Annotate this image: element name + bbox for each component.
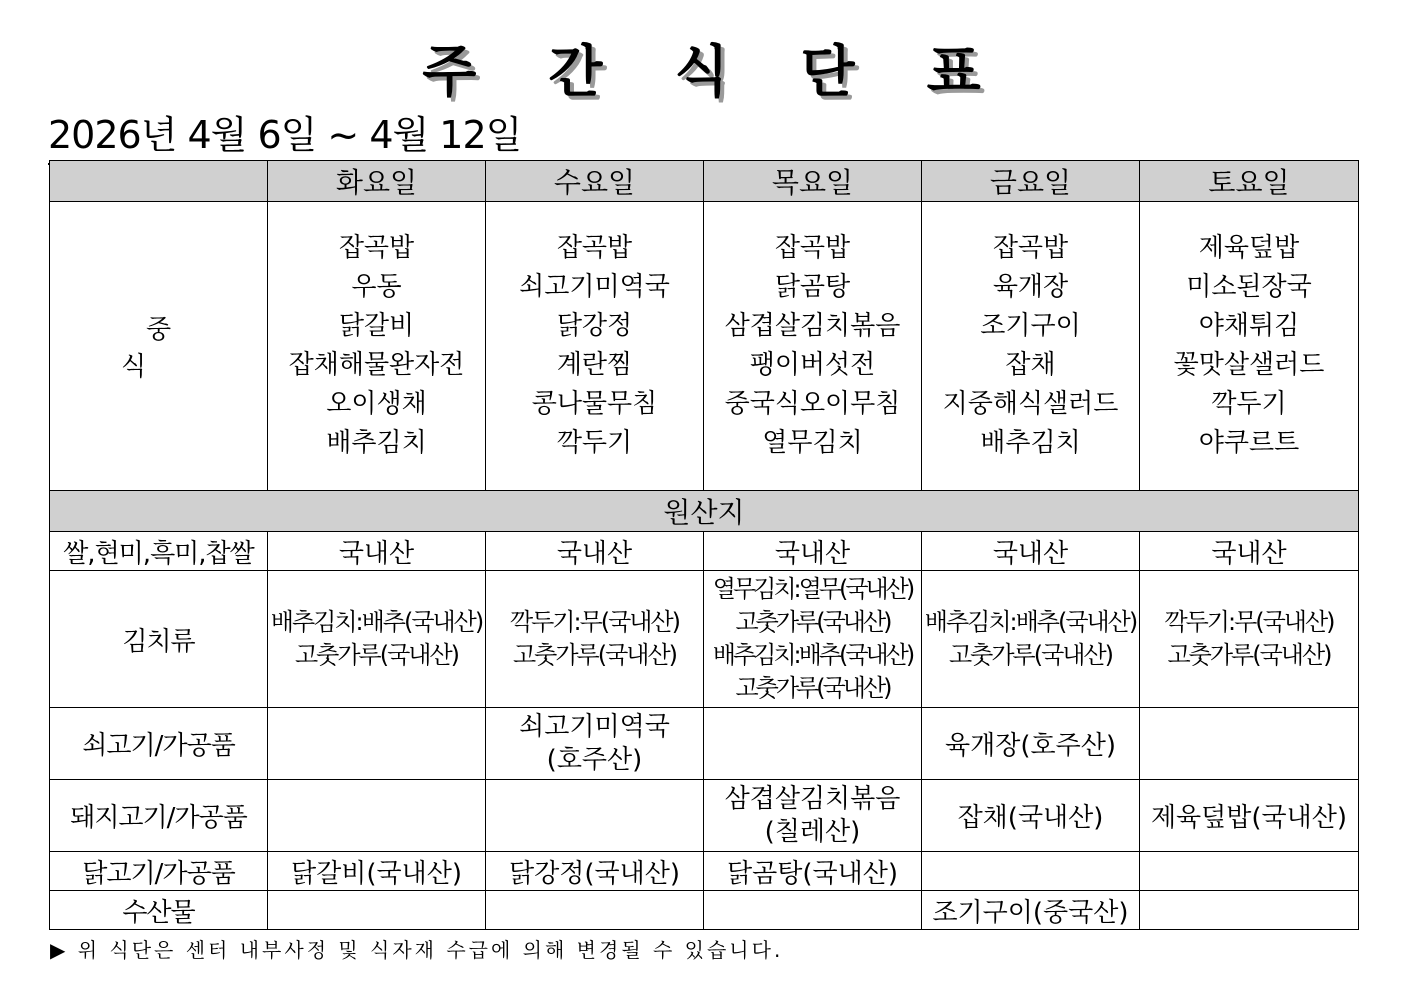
dish: 야쿠르트 bbox=[1198, 428, 1300, 458]
dish-list bbox=[704, 229, 921, 463]
origin-cell bbox=[486, 891, 704, 930]
origin-line: 삼겹살김치볶음 bbox=[724, 783, 901, 814]
origin-cell bbox=[1140, 852, 1359, 891]
title-char: 간 bbox=[548, 40, 603, 105]
dish: 꽃맛살샐러드 bbox=[1173, 350, 1325, 380]
dish: 잡채 bbox=[1005, 350, 1056, 380]
dish: 잡곡밥 bbox=[338, 233, 415, 263]
origin-cell bbox=[268, 571, 486, 708]
origin-line: 고춧가루(국내산) bbox=[512, 641, 676, 669]
menu-cell bbox=[704, 202, 922, 491]
title-char: 식 bbox=[674, 40, 729, 105]
lunch-label: 중 식 bbox=[50, 202, 268, 491]
lunch-row bbox=[50, 202, 1359, 491]
origin-line: 배추김치:배추(국내산) bbox=[924, 608, 1137, 636]
origin-cell bbox=[1140, 708, 1359, 780]
origin-cell: 조기구이(중국산) bbox=[922, 891, 1140, 930]
dish: 배추김치 bbox=[980, 428, 1081, 458]
origin-cell: 닭곰탕(국내산) bbox=[704, 852, 922, 891]
origin-row-label: 닭고기/가공품 bbox=[50, 852, 268, 891]
origin-header-row bbox=[50, 491, 1359, 532]
page-title bbox=[0, 28, 1403, 108]
origin-cell: 제육덮밥(국내산) bbox=[1140, 780, 1359, 852]
dish-list bbox=[486, 229, 703, 463]
origin-line: 고춧가루(국내산) bbox=[294, 641, 458, 669]
dish: 잡곡밥 bbox=[992, 233, 1069, 263]
origin-row-fish bbox=[50, 891, 1359, 930]
dish: 오이생채 bbox=[326, 389, 427, 419]
origin-cell: 닭갈비(국내산) bbox=[268, 852, 486, 891]
origin-line: 배추김치:배추(국내산) bbox=[270, 608, 483, 636]
day-header: 목요일 bbox=[704, 161, 922, 202]
origin-line: 열무김치:열무(국내산) bbox=[712, 575, 913, 603]
origin-row-label: 쌀,현미,흑미,찹쌀 bbox=[50, 532, 268, 571]
day-header: 토요일 bbox=[1140, 161, 1359, 202]
origin-row-kimchi bbox=[50, 571, 1359, 708]
origin-cell bbox=[268, 708, 486, 780]
dish: 닭갈비 bbox=[338, 311, 415, 341]
footnote: ▶ 위 식단은 센터 내부사정 및 식자재 수급에 의해 변경될 수 있습니다. bbox=[50, 938, 784, 962]
origin-cell: 국내산 bbox=[486, 532, 704, 571]
origin-cell bbox=[704, 708, 922, 780]
dish-list bbox=[922, 229, 1139, 463]
origin-cell bbox=[268, 891, 486, 930]
origin-row-pork bbox=[50, 780, 1359, 852]
dish: 쇠고기미역국 bbox=[519, 272, 670, 302]
day-header: 금요일 bbox=[922, 161, 1140, 202]
dish: 육개장 bbox=[992, 272, 1069, 302]
origin-line: 깍두기:무(국내산) bbox=[1164, 608, 1334, 636]
origin-row-beef bbox=[50, 708, 1359, 780]
dish: 콩나물무침 bbox=[531, 389, 658, 419]
dish: 계란찜 bbox=[556, 350, 633, 380]
menu-cell bbox=[486, 202, 704, 491]
dish: 제육덮밥 bbox=[1198, 233, 1300, 263]
origin-cell bbox=[1140, 571, 1359, 708]
title-char: 단 bbox=[800, 40, 855, 105]
dish: 깍두기 bbox=[1211, 389, 1287, 419]
title-char: 표 bbox=[926, 40, 981, 105]
dish: 깍두기 bbox=[556, 428, 633, 458]
origin-line: 고춧가루(국내산) bbox=[735, 608, 890, 636]
dish: 잡채해물완자전 bbox=[288, 350, 465, 380]
origin-cell bbox=[1140, 891, 1359, 930]
origin-cell: 국내산 bbox=[268, 532, 486, 571]
origin-row-label: 쇠고기/가공품 bbox=[50, 708, 268, 780]
origin-cell bbox=[486, 708, 704, 780]
dish-list bbox=[1140, 229, 1358, 463]
origin-row-label: 김치류 bbox=[50, 571, 268, 708]
origin-line: 배추김치:배추(국내산) bbox=[712, 641, 913, 669]
origin-header: 원산지 bbox=[50, 491, 1359, 532]
week-period: 2026년 4월 6일 ~ 4월 12일 bbox=[48, 104, 521, 165]
dish: 지중해식샐러드 bbox=[942, 389, 1119, 419]
origin-row-chicken bbox=[50, 852, 1359, 891]
origin-line: 고춧가루(국내산) bbox=[948, 641, 1112, 669]
origin-cell bbox=[922, 852, 1140, 891]
title-char: 주 bbox=[422, 40, 477, 105]
origin-cell bbox=[486, 780, 704, 852]
origin-row-rice bbox=[50, 532, 1359, 571]
origin-cell: 국내산 bbox=[1140, 532, 1359, 571]
origin-cell: 닭강정(국내산) bbox=[486, 852, 704, 891]
dish: 닭강정 bbox=[556, 311, 633, 341]
dish: 삼겹살김치볶음 bbox=[724, 311, 901, 341]
origin-cell: 국내산 bbox=[922, 532, 1140, 571]
dish: 잡곡밥 bbox=[774, 233, 851, 263]
dish-list bbox=[268, 229, 485, 463]
origin-cell bbox=[922, 571, 1140, 708]
dish: 열무김치 bbox=[762, 428, 863, 458]
origin-line: (호주산) bbox=[546, 744, 643, 775]
origin-cell bbox=[704, 780, 922, 852]
origin-line: 고춧가루(국내산) bbox=[1167, 641, 1331, 669]
menu-table bbox=[49, 160, 1359, 930]
day-header: 수요일 bbox=[486, 161, 704, 202]
origin-line: 고춧가루(국내산) bbox=[735, 674, 890, 702]
origin-cell bbox=[486, 571, 704, 708]
origin-cell: 잡채(국내산) bbox=[922, 780, 1140, 852]
origin-cell: 육개장(호주산) bbox=[922, 708, 1140, 780]
origin-cell bbox=[268, 780, 486, 852]
dish: 닭곰탕 bbox=[774, 272, 851, 302]
origin-line: 쇠고기미역국 bbox=[519, 711, 670, 742]
menu-cell bbox=[922, 202, 1140, 491]
dish: 조기구이 bbox=[980, 311, 1081, 341]
day-header: 화요일 bbox=[268, 161, 486, 202]
menu-cell bbox=[268, 202, 486, 491]
dish: 미소된장국 bbox=[1186, 272, 1312, 302]
menu-cell bbox=[1140, 202, 1359, 491]
dish: 야채튀김 bbox=[1198, 311, 1300, 341]
dish: 팽이버섯전 bbox=[749, 350, 876, 380]
origin-row-label: 돼지고기/가공품 bbox=[50, 780, 268, 852]
origin-cell: 국내산 bbox=[704, 532, 922, 571]
dish: 배추김치 bbox=[326, 428, 427, 458]
dish: 잡곡밥 bbox=[556, 233, 633, 263]
origin-cell bbox=[704, 891, 922, 930]
dish: 중국식오이무침 bbox=[724, 389, 901, 419]
origin-row-label: 수산물 bbox=[50, 891, 268, 930]
day-header-row bbox=[50, 161, 1359, 202]
header-blank bbox=[50, 161, 268, 202]
origin-line: 깍두기:무(국내산) bbox=[509, 608, 680, 636]
origin-cell bbox=[704, 571, 922, 708]
origin-line: (칠레산) bbox=[764, 816, 861, 847]
dish: 우동 bbox=[351, 272, 402, 302]
